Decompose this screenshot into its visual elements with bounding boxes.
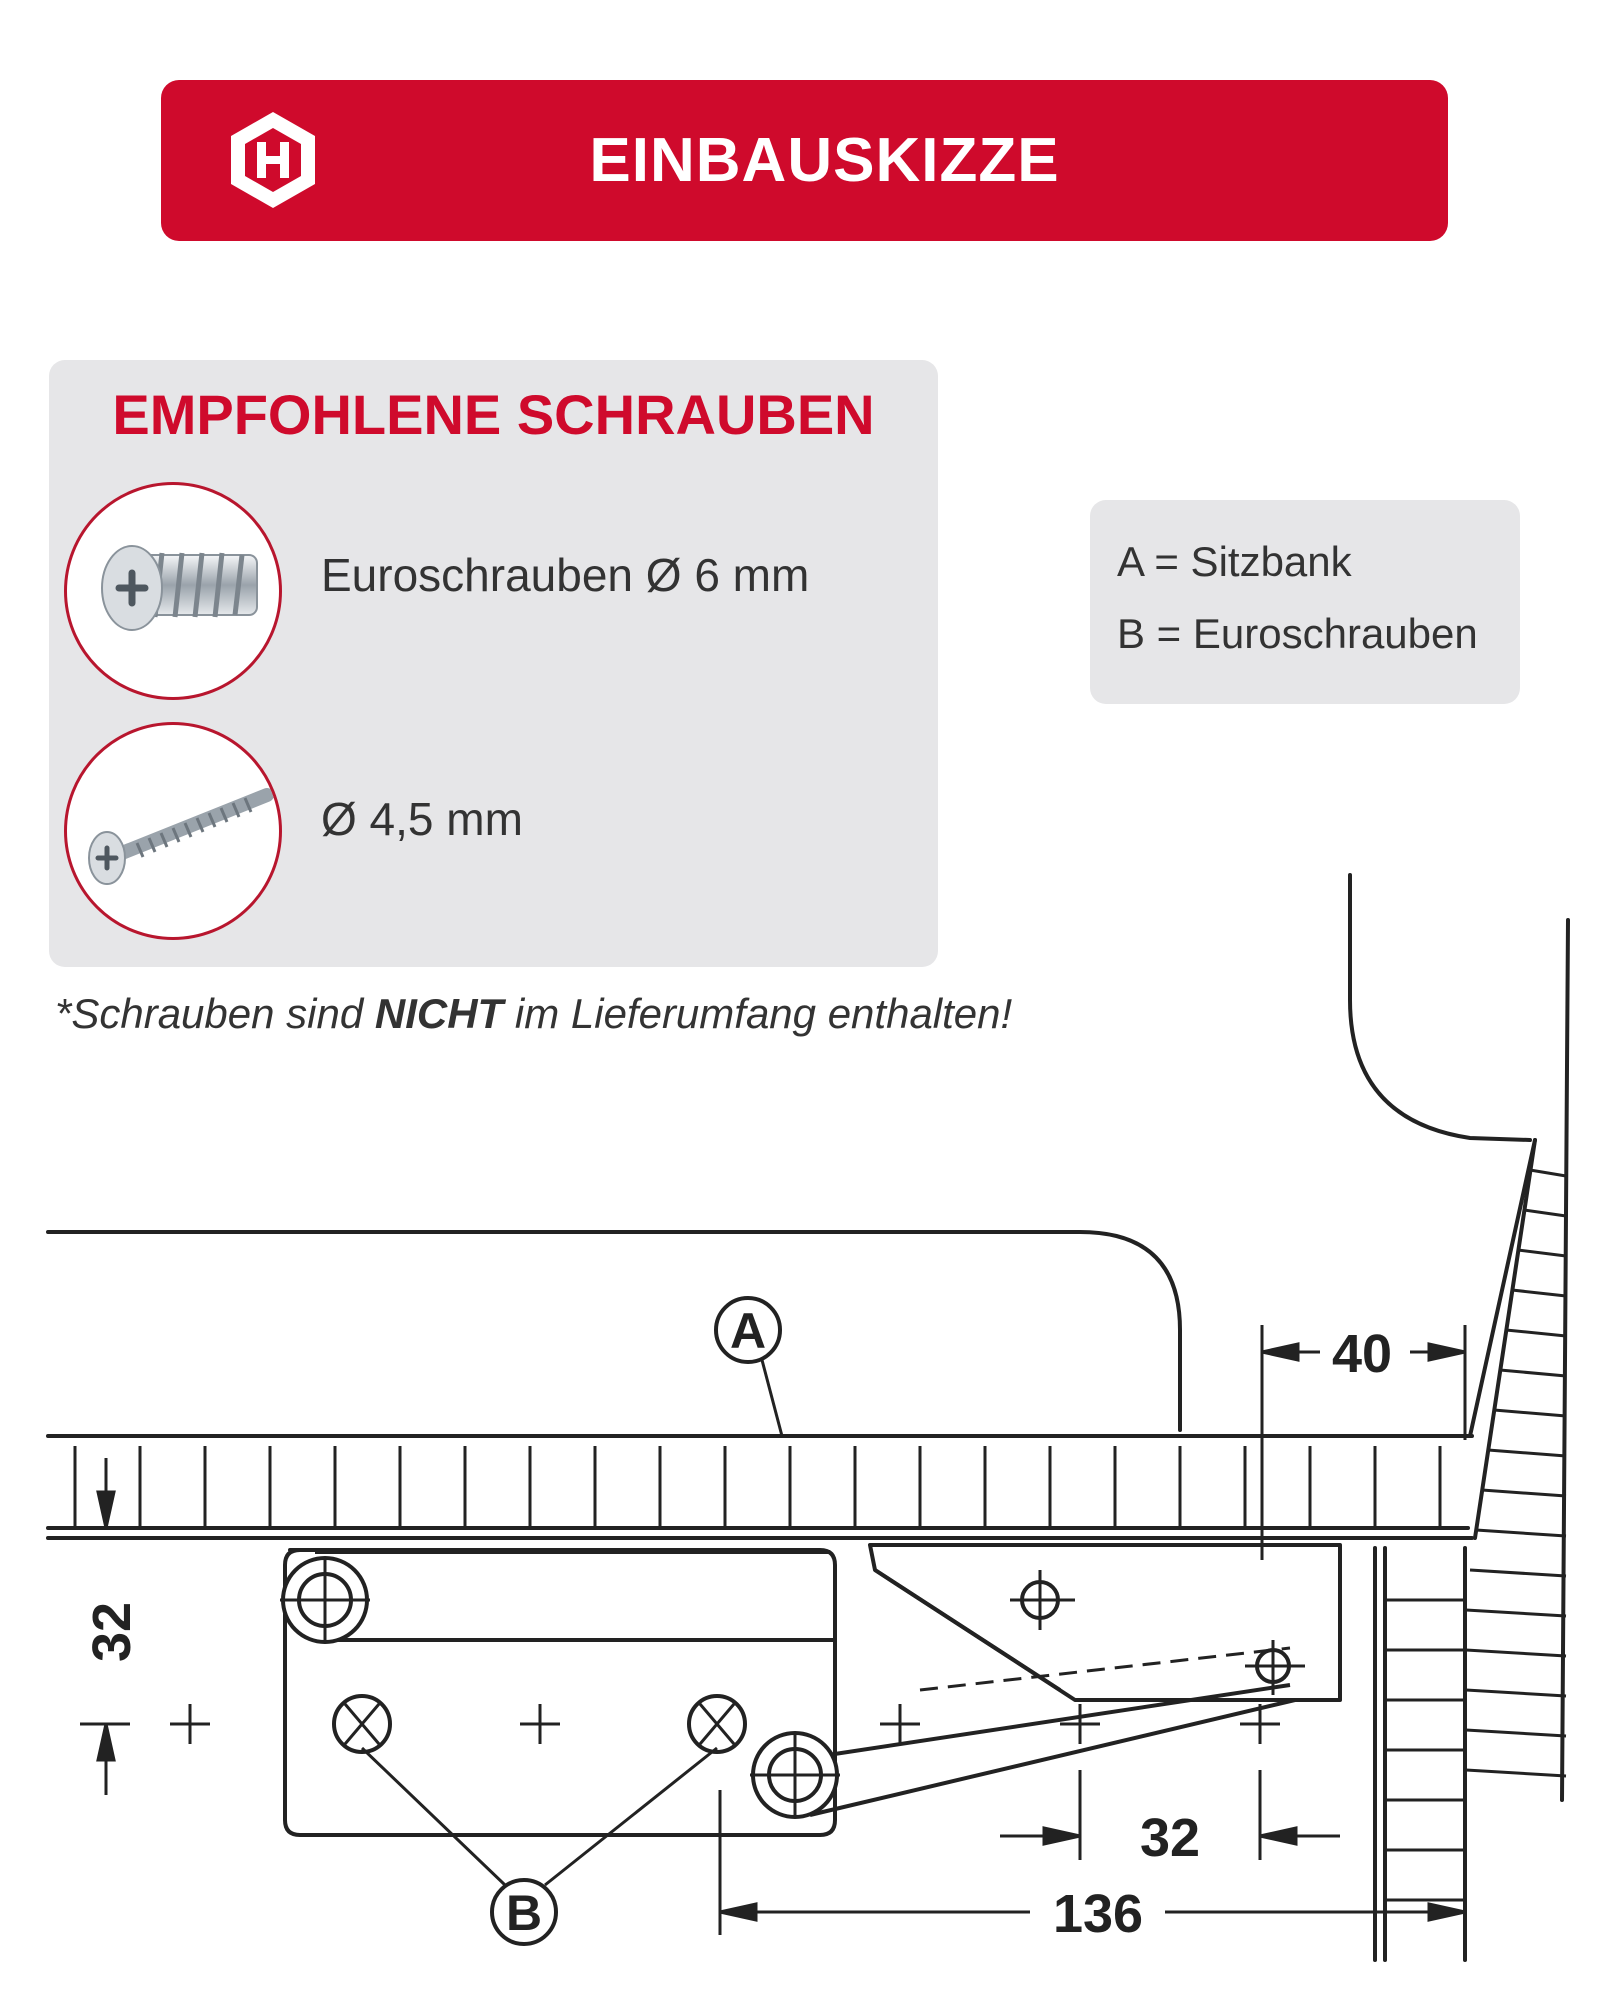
screws-panel-title: EMPFOHLENE SCHRAUBEN <box>112 383 875 446</box>
legend-box <box>1090 500 1520 704</box>
backrest-board-right <box>1562 920 1568 1800</box>
backrest-board-left <box>1470 1140 1535 1436</box>
dashed-link <box>920 1648 1290 1690</box>
pivots <box>283 1558 1289 1817</box>
backrest-board-mid <box>1475 1140 1535 1538</box>
backrest-cushion-outline <box>1350 875 1530 1140</box>
seat-cushion-outline <box>48 1232 1180 1430</box>
note-bold: NICHT <box>374 990 504 1037</box>
callout-b-label: B <box>505 1885 543 1941</box>
legend-line-b: B = Euroschrauben <box>1117 610 1478 657</box>
note-prefix: *Schrauben sind <box>55 990 375 1037</box>
wood-screw-label: Ø 4,5 mm <box>321 793 523 845</box>
note-suffix: im Lieferumfang enthalten! <box>503 990 1013 1037</box>
dimension-32-vertical-label: 32 <box>82 1601 142 1663</box>
dimension-40-label: 40 <box>1331 1324 1393 1384</box>
callout-a-label: A <box>729 1303 767 1359</box>
dimension-32-bottom-label: 32 <box>1139 1808 1201 1868</box>
legend-line-a: A = Sitzbank <box>1117 538 1352 585</box>
page-title: EINBAUSKIZZE <box>589 126 1060 195</box>
installation-drawing <box>0 860 1600 2000</box>
euro-screw-label: Euroschrauben Ø 6 mm <box>321 549 810 601</box>
dimension-136-label: 136 <box>1052 1884 1144 1944</box>
header-banner <box>161 80 1448 241</box>
euro-screw-icon <box>64 482 282 700</box>
lower-arm <box>795 1685 1295 1815</box>
side-post-grain <box>1385 1600 1465 1900</box>
seat-board-grain <box>75 1446 1440 1528</box>
upper-arm <box>315 1552 835 1640</box>
